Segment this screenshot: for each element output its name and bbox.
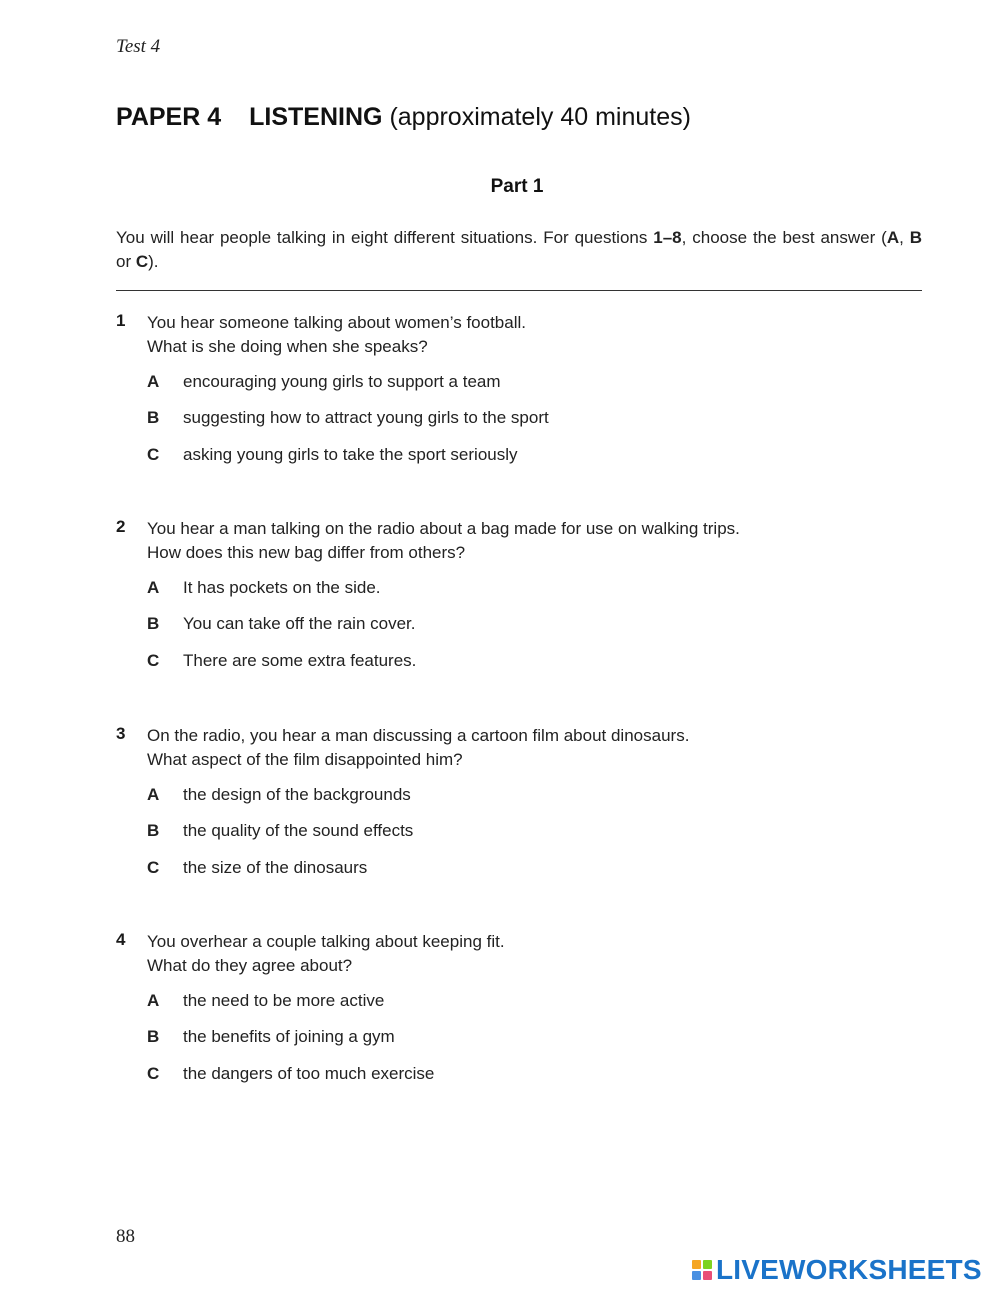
paper-label: PAPER 4 (116, 103, 222, 131)
question-number: 3 (116, 724, 126, 743)
question-stem: On the radio, you hear a man discussing a cartoon film about dinosaurs. What aspect of the film disappointed him? (147, 726, 690, 769)
duration-label: (approximately 40 minutes) (389, 103, 691, 131)
option-c[interactable]: C the size of the dinosaurs (147, 858, 368, 877)
question-number: 2 (116, 517, 126, 536)
running-head: Test 4 (116, 36, 161, 57)
option-b[interactable]: B You can take off the rain cover. (147, 614, 416, 633)
option-b[interactable]: B the benefits of joining a gym (147, 1027, 395, 1046)
question-number: 1 (116, 311, 126, 330)
part-heading: Part 1 (490, 176, 544, 197)
option-c[interactable]: C the dangers of too much exercise (147, 1064, 435, 1083)
option-c[interactable]: C There are some extra features. (147, 651, 417, 670)
logo-text: LIVEWORKSHEETS (716, 1254, 982, 1285)
liveworksheets-logo[interactable] (692, 1254, 982, 1286)
option-a[interactable]: A It has pockets on the side. (147, 578, 381, 597)
paper-title (116, 103, 691, 132)
question-stem: You overhear a couple talking about keeping fit. What do they agree about? (147, 932, 505, 975)
option-b[interactable]: B the quality of the sound effects (147, 821, 414, 840)
option-a[interactable]: A the need to be more active (147, 991, 385, 1010)
question-number: 4 (116, 930, 126, 949)
option-b[interactable]: B suggesting how to attract young girls to the sport (147, 408, 549, 427)
option-a[interactable]: A the design of the backgrounds (147, 785, 411, 804)
option-c[interactable]: C asking young girls to take the sport seriously (147, 445, 518, 464)
logo-mark-icon (692, 1260, 712, 1280)
question-stem: You hear someone talking about women’s football. What is she doing when she speaks? (147, 313, 526, 356)
question-stem: You hear a man talking on the radio about a bag made for use on walking trips. How does this new bag differ from others? (147, 519, 740, 562)
section-label: LISTENING (249, 103, 383, 131)
page-number: 88 (116, 1226, 135, 1247)
divider-rule (116, 290, 922, 291)
instructions: You will hear people talking in eight different situations. For questions 1–8, choose the best answer (A, B or C). (116, 228, 922, 271)
option-a[interactable]: A encouraging young girls to support a team (147, 372, 501, 391)
